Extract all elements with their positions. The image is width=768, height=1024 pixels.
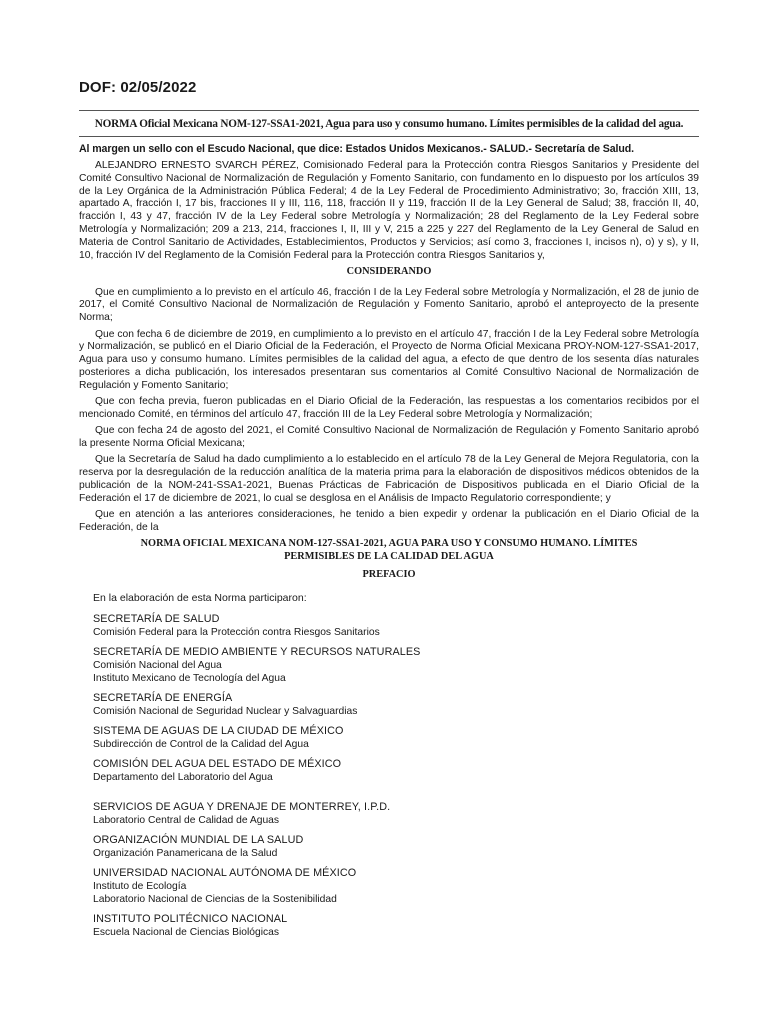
organization-unit: Escuela Nacional de Ciencias Biológicas <box>93 926 280 938</box>
dof-date: DOF: 02/05/2022 <box>79 79 197 96</box>
organization-unit: Comisión Nacional del Agua <box>93 659 222 671</box>
organization-unit: Instituto de Ecología <box>93 880 187 892</box>
organization-unit: Comisión Federal para la Protección contra Riesgos Sanitarios <box>93 626 380 638</box>
considerando-paragraph: Que con fecha previa, fueron publicadas en el Diario Oficial de la Federación, las respuestas a los comentarios recibidos por el mencionado Comité, en términos del artículo 47, fracción III de la Ley Federal sobre Metrología y Normalización; <box>79 396 699 420</box>
margin-seal-line: Al margen un sello con el Escudo Nacional, que dice: Estados Unidos Mexicanos.- SALUD.- Secretaría de Salud. <box>79 143 634 155</box>
organization-unit: Laboratorio Nacional de Ciencias de la Sostenibilidad <box>93 893 337 905</box>
prefacio-heading: PREFACIO <box>362 569 416 581</box>
organization-unit: Laboratorio Central de Calidad de Aguas <box>93 814 280 826</box>
title-rule-bottom <box>79 136 699 137</box>
organization-entry <box>93 801 699 827</box>
document-body <box>79 160 699 946</box>
organization-name: SECRETARÍA DE SALUD <box>93 612 220 625</box>
organization-entry <box>93 913 699 939</box>
organization-entry <box>93 867 699 906</box>
organization-entry <box>93 758 699 784</box>
organization-name: SECRETARÍA DE MEDIO AMBIENTE Y RECURSOS NATURALES <box>93 645 421 658</box>
organization-unit: Instituto Mexicano de Tecnología del Agua <box>93 672 286 684</box>
prefacio-intro: En la elaboración de esta Norma participaron: <box>93 591 307 604</box>
organization-unit: Subdirección de Control de la Calidad del Agua <box>93 738 309 750</box>
considerando-paragraph: Que con fecha 24 de agosto del 2021, el Comité Consultivo Nacional de Normalización de Regulación y Fomento Sanitario aprobó la presente Norma Oficial Mexicana; <box>79 425 699 449</box>
organization-name: INSTITUTO POLITÉCNICO NACIONAL <box>93 912 288 925</box>
considerando-paragraph: Que la Secretaría de Salud ha dado cumplimiento a lo establecido en el artículo 78 de la Ley General de Mejora Regulatoria, con la reserva por la desregulación de la reducción analítica de la materia prima para la elaboración de dispositivos médicos obtenidos de la publicación de la NOM-241-SSA1-2021, Buenas Prácticas de Fabricación de Dispositivos publicada en el Diario Oficial de la Federación el 17 de diciembre de 2021, lo cual se desglosa en el Análisis de Impacto Regulatorio correspondiente; y <box>79 454 699 504</box>
organization-entry <box>93 725 699 751</box>
considerando-heading: CONSIDERANDO <box>346 265 432 277</box>
organization-name: SERVICIOS DE AGUA Y DRENAJE DE MONTERREY, I.P.D. <box>93 800 391 813</box>
title-rule-top <box>79 110 699 111</box>
organization-entry <box>93 613 699 639</box>
organization-name: ORGANIZACIÓN MUNDIAL DE LA SALUD <box>93 833 304 846</box>
organization-entry <box>93 834 699 860</box>
section-spacer <box>79 791 699 801</box>
considerando-paragraph: Que en atención a las anteriores consideraciones, he tenido a bien expedir y ordenar la publicación en el Diario Oficial de la Federación, de la <box>79 508 699 533</box>
norma-title: NORMA Oficial Mexicana NOM-127-SSA1-2021, Agua para uso y consumo humano. Límites permisibles de la calidad del agua. <box>94 118 684 130</box>
organization-name: SISTEMA DE AGUAS DE LA CIUDAD DE MÉXICO <box>93 724 344 737</box>
organization-unit: Organización Panamericana de la Salud <box>93 847 278 859</box>
organization-unit: Comisión Nacional de Seguridad Nuclear y Salvaguardias <box>93 705 358 717</box>
considerando-paragraph: Que en cumplimiento a lo previsto en el artículo 46, fracción I de la Ley Federal sobre Metrología y Normalización, el 28 de junio de 2017, el Comité Consultivo Nacional de Normalización de Regulación y Fomento Sanitario, aprobó el anteproyecto de la presente Norma; <box>79 286 699 324</box>
organization-name: UNIVERSIDAD NACIONAL AUTÓNOMA DE MÉXICO <box>93 866 357 879</box>
organization-entry <box>93 646 699 685</box>
norma-heading: NORMA OFICIAL MEXICANA NOM-127-SSA1-2021, AGUA PARA USO Y CONSUMO HUMANO. LÍMITES PERMISIBLES DE LA CALIDAD DEL AGUA <box>140 538 638 562</box>
organization-entry <box>93 692 699 718</box>
organization-unit: Departamento del Laboratorio del Agua <box>93 771 273 783</box>
organization-name: SECRETARÍA DE ENERGÍA <box>93 691 233 704</box>
organization-name: COMISIÓN DEL AGUA DEL ESTADO DE MÉXICO <box>93 757 342 770</box>
considerando-paragraph: Que con fecha 6 de diciembre de 2019, en cumplimiento a lo previsto en el artículo 47, fracción I de la Ley Federal sobre Metrología y Normalización, se publicó en el Diario Oficial de la Federación, el Proyecto de Norma Oficial Mexicana PROY-NOM-127-SSA1-2017, Agua para uso y consumo humano. Límites permisibles de la calidad del agua, a efecto de que dentro de los sesenta días naturales posteriores a dicha publicación, los interesados presentaran sus comentarios al Comité Consultivo Nacional de Normalización de Regulación y Fomento Sanitario; <box>79 328 699 391</box>
intro-paragraph: ALEJANDRO ERNESTO SVARCH PÉREZ, Comisionado Federal para la Protección contra Riesgos Sanitarios y Presidente del Comité Consultivo Nacional de Normalización de Regulación y Fomento Sanitario, con fundamento en lo dispuesto por los artículos 39 de la Ley Orgánica de la Administración Pública Federal; 4 de la Ley Federal de Procedimiento Administrativo; 3o, fracción XIII, 13, apartado A, fracción I, 17 bis, fracciones II y III, 116, 118, fracción II y 119, fracción II de la Ley General de Salud; 38, fracción II, 40, fracción I, 43 y 47, fracción IV de la Ley Federal sobre Metrología y Normalización; 28 del Reglamento de la Ley Federal sobre Metrología y Normalización; 209 a 213, 214, fracciones I, II, III y V, 215 a 225 y 227 del Reglamento de la Ley General de Salud en Materia de Control Sanitario de Actividades, Establecimientos, Productos y Servicios; así como 3, fracciones I, incisos n), o) y s), y II, 10, fracción IV del Reglamento de la Comisión Federal para la Protección contra Riesgos Sanitarios y, <box>79 160 699 261</box>
